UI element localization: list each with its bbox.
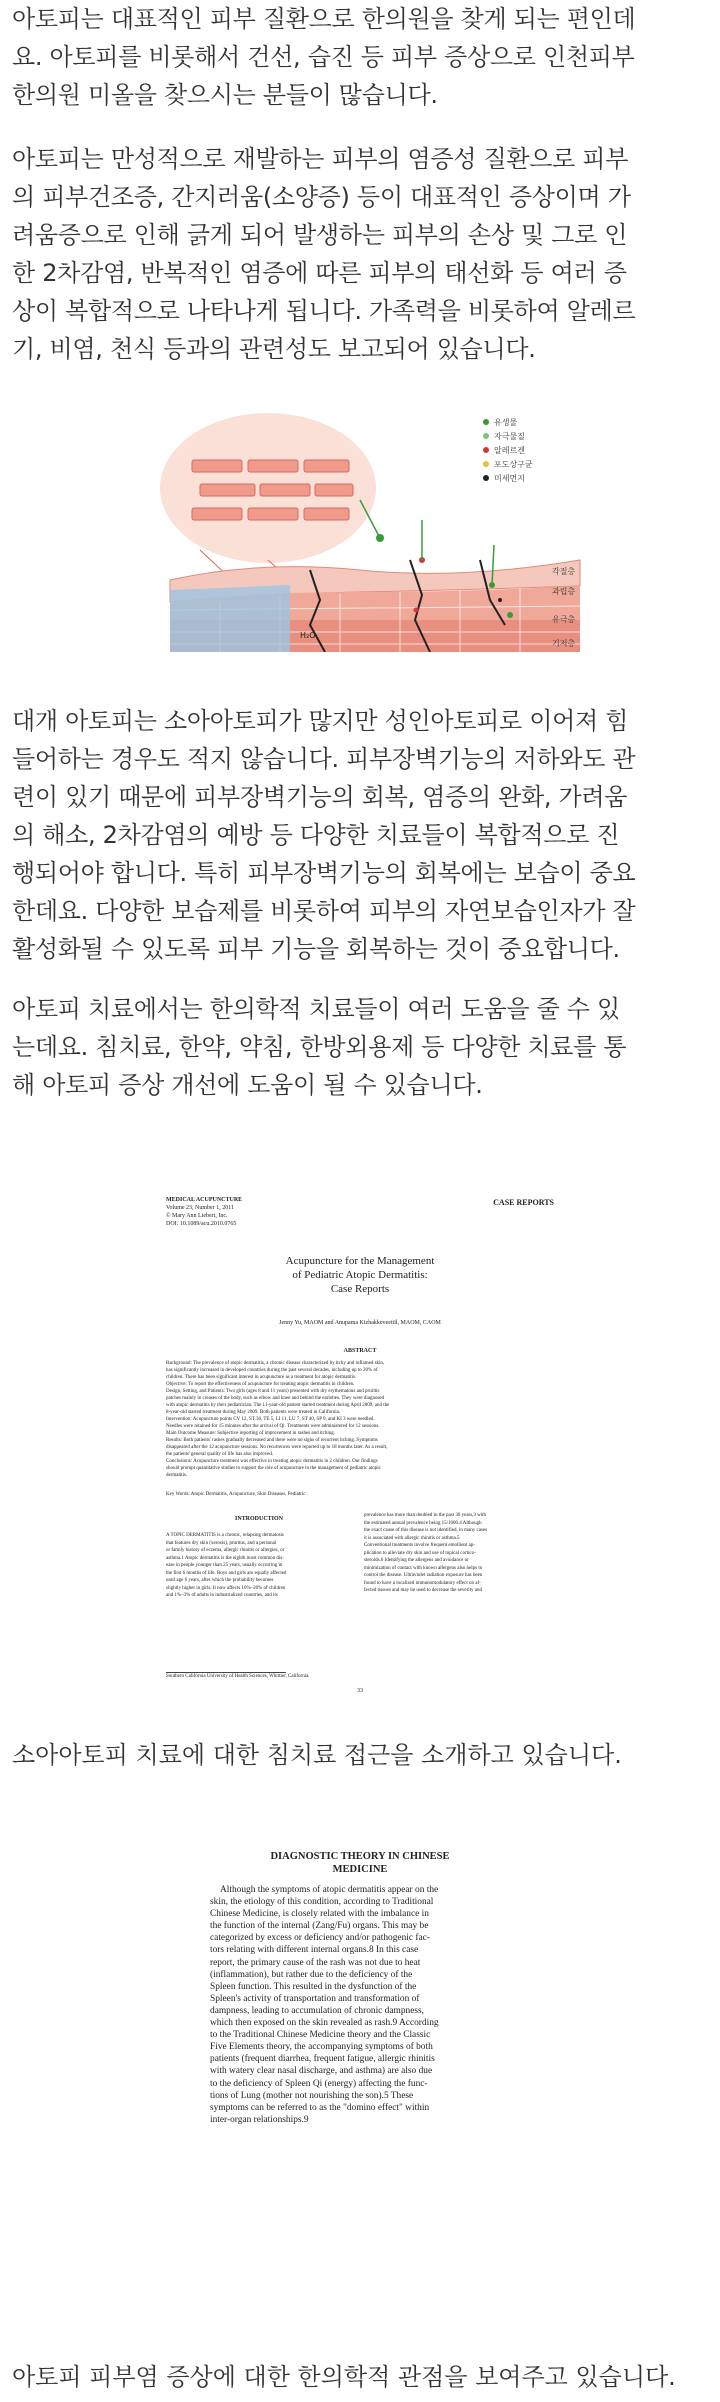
paper-line: dermatitis. [166,1473,188,1478]
figure-legend [483,417,533,483]
journal-info [166,1196,346,1228]
text-line: 들어하는 경우도 적지 않습니다. 피부장벽기능의 저하와도 관 [12,745,636,773]
paper-line: Spleen function. This resulted in the dysfunction of the [210,1981,417,1992]
paper-line: patches mainly in creases of the body, such as elbow and knee and behind the earlobes. They were diagnosed [166,1396,385,1401]
paper-line: dampness, leading to accumulation of chronic dampness, [210,2005,425,2016]
page-number: 33 [357,1688,363,1694]
paper-line: inter-organ relationships.9 [210,2114,309,2125]
paper-line: Objective: To report the effectiveness of acupuncture for treating atopic dermatitis in children. [166,1382,355,1387]
introduction-right-column [364,1512,554,1595]
text-line: 활성화될 수 있도록 피부 기능을 회복하는 것이 중요합니다. [12,935,620,963]
title-line: Case Reports [330,1283,390,1295]
skin-diagram-svg [160,410,590,652]
paper-authors: Jenny Yu, MAOM and Anupama Kizhakkeveettil, MAOM, CAOM [279,1320,441,1326]
journal-line: DOI: 10.1089/acu.2010.0765 [166,1221,237,1227]
paper-line: asthma.1 Atopic dermatitis is the eighth most common dis- [166,1555,284,1561]
caption-diagnostic-theory: 아토피 피부염 증상에 대한 한의학적 관점을 보여주고 있습니다. [12,2363,676,2391]
intro-paragraph [12,0,720,114]
paper-body [210,1884,510,2126]
paper-line: A TOPIC DERMATITIS is a chronic, relapsing dermatosis [166,1533,284,1538]
paper-title [166,1254,554,1296]
paper-line: 8-year-old started treatment during May 2009. Both patients were treated in California. [166,1410,341,1415]
paper-line: slightly higher in girls. It now affects 10%–20% of children [166,1585,286,1591]
heading-line: MEDICINE [332,1864,388,1875]
paper-line: Chinese Medicine, is closely related with the imbalance in [210,1909,429,1920]
text-line: 요. 아토피를 비롯해서 건선, 습진 등 피부 증상으로 인천피부 [12,43,635,71]
text-line: 의 해소, 2차감염의 예방 등 다양한 치료들이 복합적으로 진 [12,821,620,849]
paper-line: Main Outcome Measure: Subjective reporting of improvement in rashes and itching. [166,1431,335,1436]
paper-line: Spleen's activity of transportation and transformation of [210,1993,420,2004]
paper-heading [210,1850,510,1876]
title-line: of Pediatric Atopic Dermatitis: [292,1269,428,1281]
water-label: H₂O [300,631,316,640]
paper-line: with atopic dermatitis by their pediatrician. The 11-year-old patient started treatment during April 2009, and the [166,1403,390,1408]
paper-line: categorized by excess or deficiency and/or pathogenic fac- [210,1933,430,1944]
layer-label: 기저층 [552,639,576,648]
text-line: 는데요. 침치료, 한약, 약침, 한방외용제 등 다양한 치료를 통 [12,1033,627,1061]
case-report-paper-image [166,1196,554,1698]
paper-line: the exact cause of this disease is not identified, in many cases [364,1528,488,1533]
paper-line: skin, the etiology of this condition, according to Traditional [210,1897,434,1908]
paper-line: it is associated with allergic rhinitis or asthma.5 [364,1535,460,1541]
paper-line: Conclusions: Acupuncture treatment was effective in treating atopic dermatitis in 2 children. Our findings [166,1459,378,1464]
paper-line: to the Traditional Chinese Medicine theory and the Classic [210,2030,431,2041]
paper-line: Background: The prevalence of atopic dermatitis, a chronic disease characterized by itchy and inflamed skin, [166,1361,385,1366]
paper-line: disappeared after the 12 acupuncture sessions. No recurrences were reported up to 18 months later. As a result, [166,1445,388,1450]
text-line: 련이 있기 때문에 피부장벽기능의 회복, 염증의 완화, 가려움 [12,783,628,811]
text-line: 한 2차감염, 반복적인 염증에 따른 피부의 태선화 등 여러 증 [12,259,627,287]
paper-line: prevalence has more than doubled in the past 30 years,3 with [364,1513,487,1518]
paper-line: Five Elements theory, the accompanying symptoms of both [210,2042,433,2053]
paper-line: to the deficiency of Spleen Qi (energy) affecting the func- [210,2078,428,2089]
paper-line: Conventional treatments involve frequent emollient ap- [364,1543,475,1548]
text-line: 려움증으로 인해 긁게 되어 발생하는 피부의 손상 및 그로 인 [12,221,628,249]
heading-line: DIAGNOSTIC THEORY IN CHINESE [270,1851,450,1862]
paper-line: tors relating with different internal organs.8 In this case [210,1945,419,1956]
paper-line: ease in people younger than 25 years, usually occurring in [166,1563,283,1568]
adult-atopy-paragraph [12,702,720,968]
paper-line: the patients' general quality of life has also improved. [166,1452,274,1457]
paper-line: Intervention: Acupuncture points CV 12, ST 36, TE 5, LI 11, LU 7, ST 40, SP 9, and KI 3 were needled. [166,1417,375,1422]
paper-line: the function of the internal (Zang/Fu) organs. This may be [210,1921,429,1932]
text-line: 기, 비염, 천식 등과의 관련성도 보고되어 있습니다. [12,335,536,363]
legend-item: 포도상구균 [494,460,533,469]
paper-line: or family history of eczema, allergic rhinitis or allergies, or [166,1548,285,1553]
introduction-left-column [166,1532,352,1600]
paper-line: (inflammation), but rather due to the deficiency of the [210,1969,413,1980]
paper-line: Design, Setting, and Patients: Two girls (ages 8 and 11 years) presented with dry erythematous and pruritic [166,1389,380,1394]
text-line: 행되어야 합니다. 특히 피부장벽기능의 회복에는 보습이 중요 [12,859,636,887]
legend-item: 미세먼지 [494,474,525,483]
diagnostic-theory-paper-image [210,1850,510,2150]
paper-line: which then exposed on the skin revealed as rash.9 According [210,2018,439,2029]
paper-line: tions of Lung (mother not nourishing the son).5 These [210,2090,414,2101]
text-line: 한데요. 다양한 보습제를 비롯하여 피부의 자연보습인자가 잘 [12,897,636,925]
paper-line: Needles were retained for 15 minutes after the arrival of Qi. Treatments were administered for 12 sessions. [166,1424,380,1429]
legend-item: 유생물 [494,418,518,427]
skin-barrier-figure [160,410,590,652]
journal-line: © Mary Ann Liebert, Inc. [166,1213,228,1219]
journal-line: MEDICAL ACUPUNCTURE [166,1197,243,1203]
layer-label: 과립층 [552,587,576,596]
footnote: Southern California University of Health Sciences, Whittier, California. [166,1674,310,1679]
symptoms-paragraph [12,140,720,368]
paper-line: children. There has been significant interest in acupuncture as a treatment for atopic dermatitis. [166,1375,357,1380]
paper-line: steroids.6 Identifying the allergens and avoidance or [364,1558,469,1563]
paper-line: plication to alleviate dry skin and use of topical cortico- [364,1550,476,1556]
text-line: 해 아토피 증상 개선에 도움이 될 수 있습니다. [12,1071,483,1099]
text-line: 한의원 미올을 찾으시는 분들이 많습니다. [12,81,438,109]
caption-acupuncture: 소아아토피 치료에 대한 침치료 접근을 소개하고 있습니다. [12,1741,622,1769]
paper-line: Although the symptoms of atopic dermatitis appear on the [220,1885,439,1895]
layer-label: 각질층 [552,567,576,576]
text-line: 의 피부건조증, 간지러움(소양증) 등이 대표적인 증상이며 가 [12,183,631,211]
paper-line: fected tissues and may be used to decrease the severity and [364,1588,483,1593]
paper-line: has significantly increased in developed countries during the past several decades, including up to 20% of [166,1368,378,1373]
paper-line: should prompt quantitative studies to support the role of acupuncture in the management of pediatric atopic [166,1466,381,1471]
paper-line: until age 6 years, after which the probability becomes [166,1578,274,1583]
paper-line: the first 6 months of life. Boys and girls are equally affected [166,1570,287,1576]
legend-item: 자극물질 [494,432,525,441]
paper-line: the estimated annual prevalence being 15/1000.4 Although [364,1520,482,1526]
korean-medicine-paragraph [12,990,720,1104]
paper-line: and 1%–3% of adults in industrialized countries, and its [166,1593,278,1598]
text-line: 상이 복합적으로 나타나게 됩니다. 가족력을 비롯하여 알레르 [12,297,636,325]
text-line: 아토피는 만성적으로 재발하는 피부의 염증성 질환으로 피부 [12,145,629,173]
text-line: 대개 아토피는 소아아토피가 많지만 성인아토피로 이어져 힘 [12,707,629,735]
paper-line: control the disease. Ultraviolet radiation exposure has been [364,1573,483,1578]
keywords: Key Words: Atopic Dermatitis, Acupuncture, Skin Diseases, Pediatric [166,1492,306,1497]
abstract-body [166,1360,554,1479]
paper-line: patients (frequent diarrhea, frequent fatigue, allergic rhinitis [210,2054,435,2065]
legend-item: 알레르겐 [494,446,525,455]
section-label: CASE REPORTS [493,1198,554,1207]
layer-label: 유극층 [552,615,576,624]
paper-line: symptoms can be referred to as the "domino effect" within [210,2102,430,2113]
paper-line: Results: Both patients' rashes gradually decreased and there were no signs of recurrent itching. Symptoms [166,1438,378,1443]
abstract-heading: ABSTRACT [343,1348,377,1354]
paper-line: that features dry skin (xerosis), pruritus, and a personal [166,1540,277,1546]
journal-line: Volume 23, Number 1, 2011 [166,1205,234,1211]
introduction-heading: INTRODUCTION [234,1516,283,1522]
paper-line: report, the primary cause of the rash was not due to heat [210,1957,421,1968]
text-line: 아토피 치료에서는 한의학적 치료들이 여러 도움을 줄 수 있 [12,995,620,1023]
paper-line: minimization of contact with known allergens also helps to [364,1565,483,1571]
title-line: Acupuncture for the Management [285,1255,435,1267]
paper-line: found to have a localized immunomodulatory effect on af- [364,1580,481,1586]
text-line: 아토피는 대표적인 피부 질환으로 한의원을 찾게 되는 편인데 [12,5,636,33]
paper-line: with watery clear nasal discharge, and asthma) are also due [210,2066,433,2077]
